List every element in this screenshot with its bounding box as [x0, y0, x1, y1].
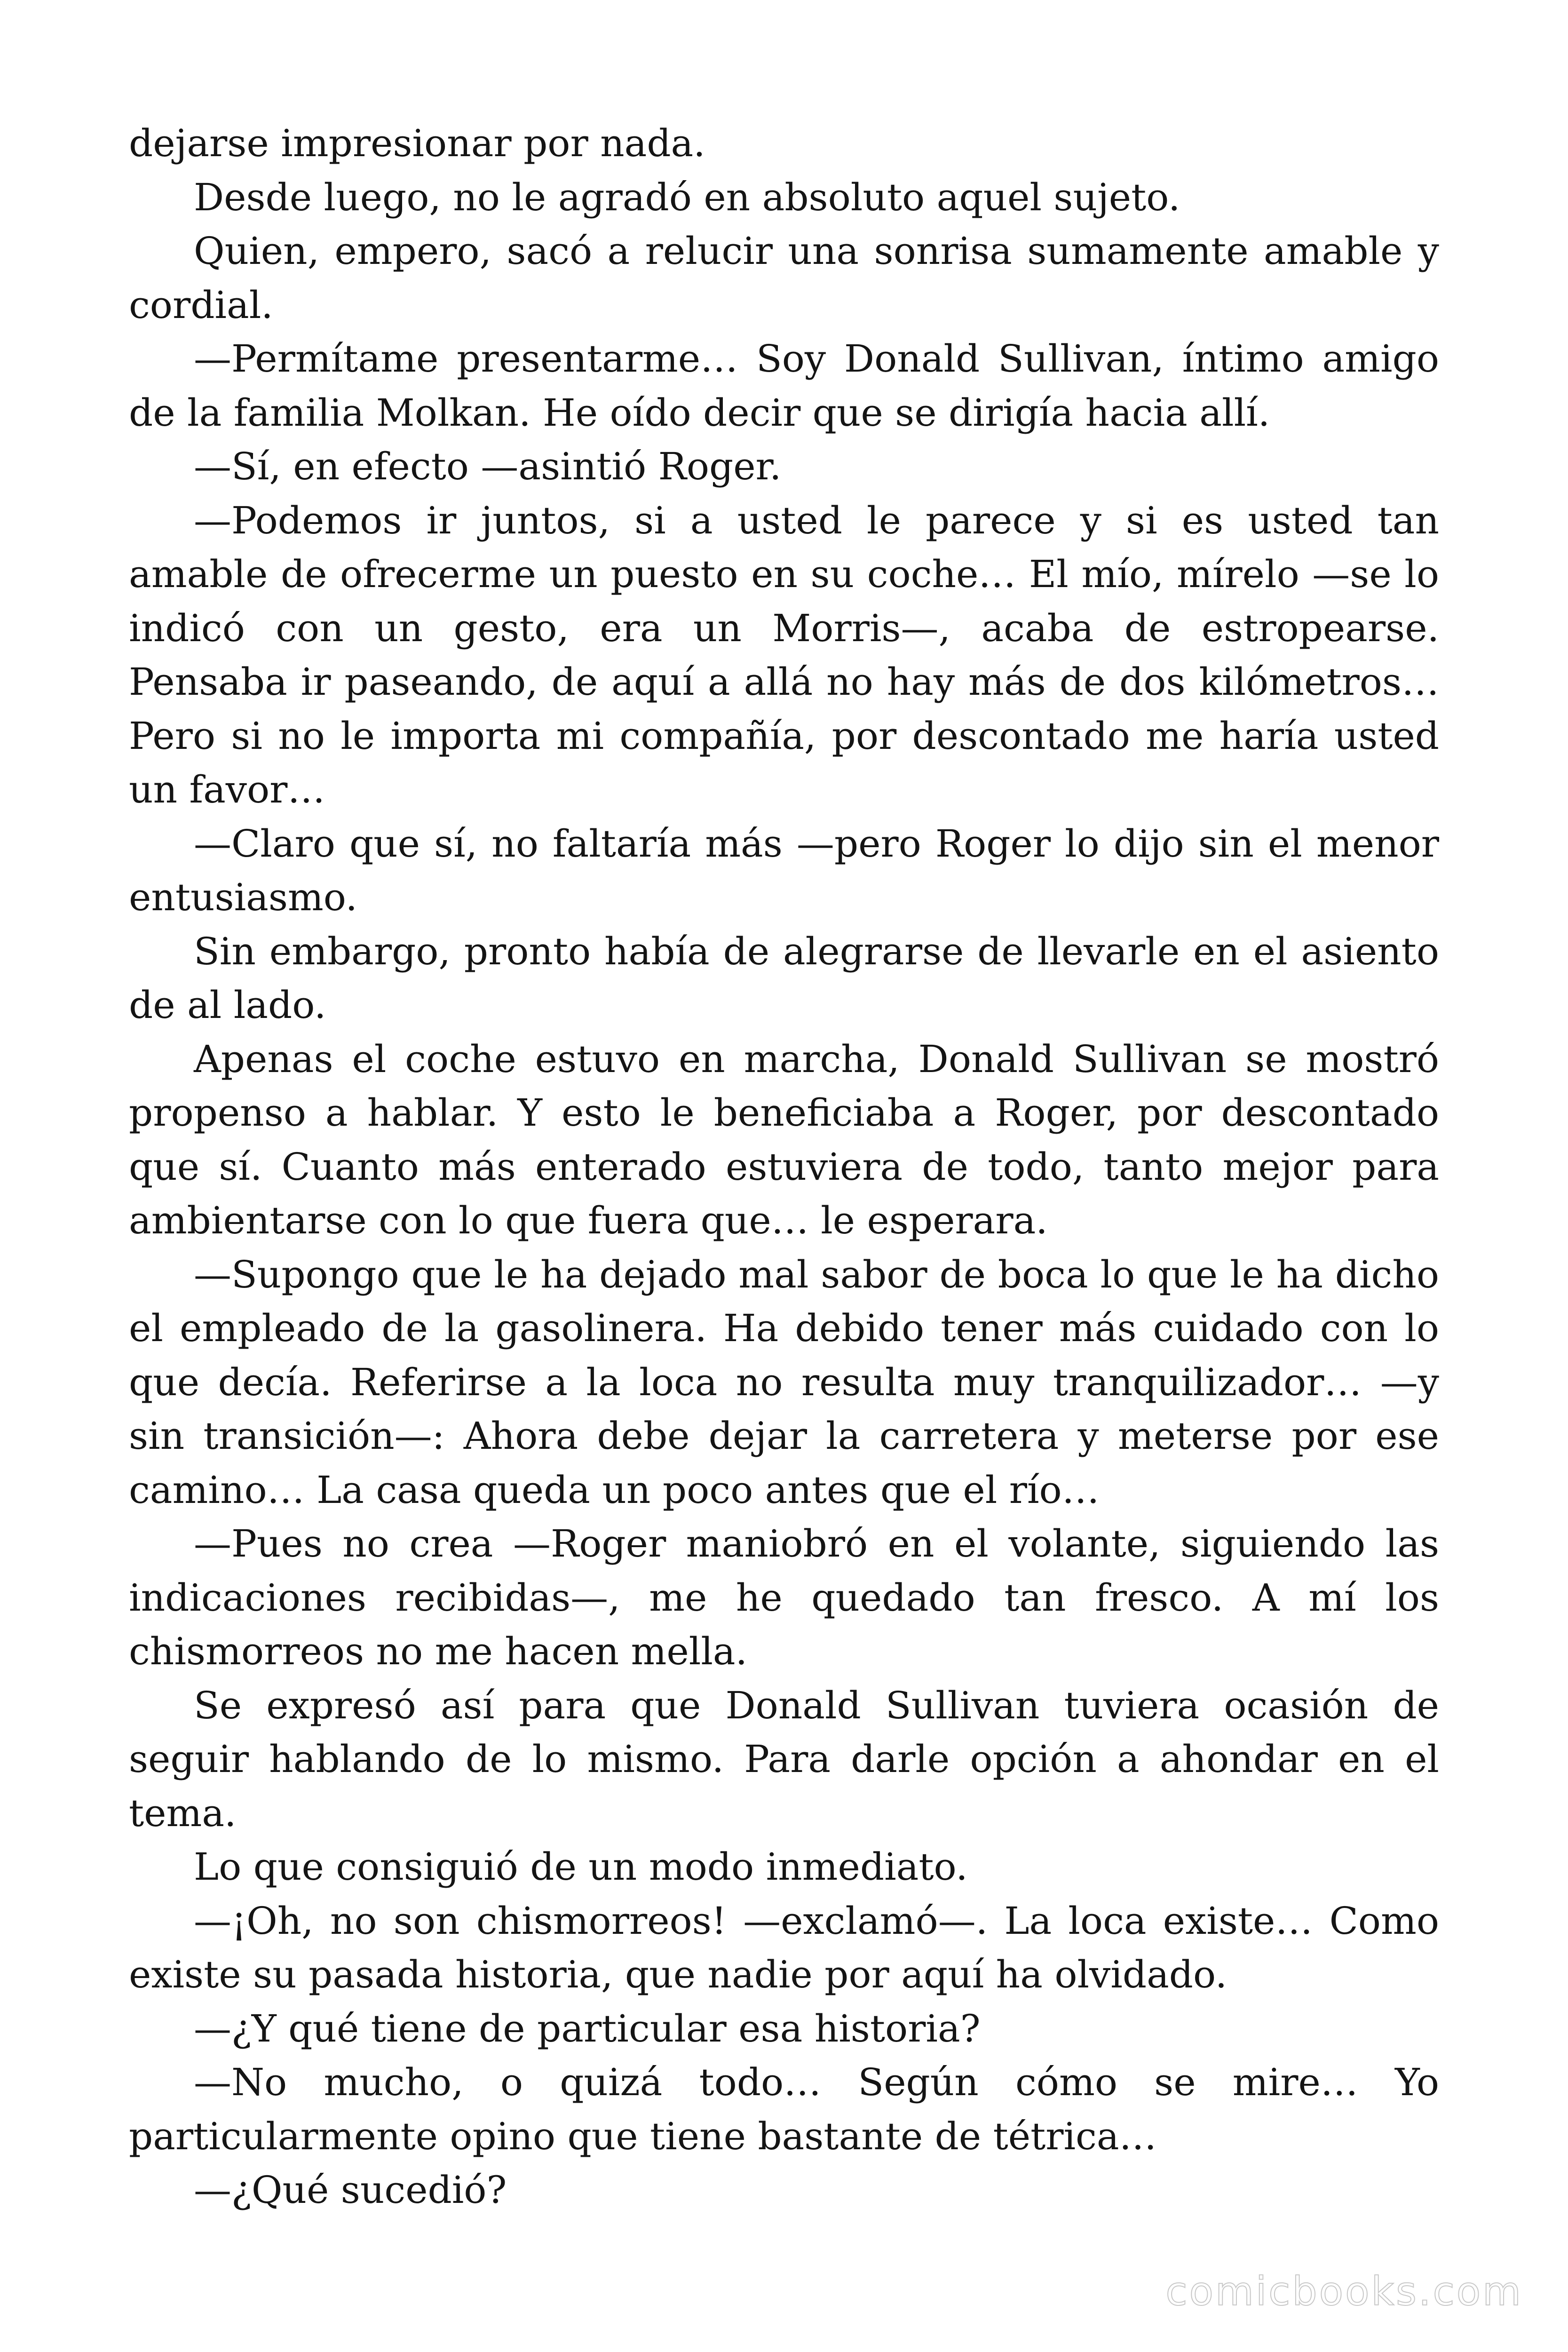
- paragraph: Se expresó así para que Donald Sullivan tuviera ocasión de seguir hablando de lo mismo. Para darle opción a ahondar en el tema.: [129, 1683, 1439, 1835]
- paragraph: Apenas el coche estuvo en marcha, Donald Sullivan se mostró propenso a hablar. Y esto le beneficiaba a Roger, por descontado que sí. Cuanto más enterado estuviera de todo, tanto mejor para ambientarse con lo que fuera que… le esperara.: [129, 1037, 1439, 1242]
- paragraph: Sin embargo, pronto había de alegrarse de llevarle en el asiento de al lado.: [129, 929, 1439, 1027]
- paragraph: —¡Oh, no son chismorreos! —exclamó—. La loca existe… Como existe su pasada historia, que nadie por aquí ha olvidado.: [129, 1899, 1439, 1996]
- paragraph: Lo que consiguió de un modo inmediato.: [194, 1845, 968, 1889]
- paragraph: —Podemos ir juntos, si a usted le parece y si es usted tan amable de ofrecerme un puesto en su coche… El mío, mírelo —se lo indicó con un gesto, era un Morris—, acaba de estropearse. Pensaba ir paseando, de aquí a allá no hay más de dos kilómetros… Pero si no le importa mi compañía, por descontado me haría usted un favor…: [129, 498, 1439, 811]
- paragraph: —¿Qué sucedió?: [194, 2168, 507, 2212]
- paragraph: Desde luego, no le agradó en absoluto aquel sujeto.: [194, 175, 1180, 219]
- body-text: [129, 117, 1439, 2217]
- paragraph: Quien, empero, sacó a relucir una sonrisa sumamente amable y cordial.: [129, 229, 1439, 327]
- paragraph: —Supongo que le ha dejado mal sabor de boca lo que le ha dicho el empleado de la gasolinera. Ha debido tener más cuidado con lo que decía. Referirse a la loca no resulta muy tranquilizador… —y sin transición—: Ahora debe dejar la carretera y meterse por ese camino… La casa queda un poco antes que el río…: [129, 1252, 1439, 1512]
- paragraph: —No mucho, o quizá todo… Según cómo se mire… Yo particularmente opino que tiene bastante de tétrica…: [129, 2060, 1439, 2158]
- paragraph: —Permítame presentarme… Soy Donald Sullivan, íntimo amigo de la familia Molkan. He oído decir que se dirigía hacia allí.: [129, 337, 1439, 435]
- watermark: comicbooks.com: [1165, 2268, 1523, 2314]
- paragraph: —Pues no crea —Roger maniobró en el volante, siguiendo las indicaciones recibidas—, me he quedado tan fresco. A mí los chismorreos no me hacen mella.: [129, 1522, 1439, 1673]
- paragraph: —Claro que sí, no faltaría más —pero Roger lo dijo sin el menor entusiasmo.: [129, 821, 1439, 919]
- paragraph-continuation: dejarse impresionar por nada.: [129, 121, 705, 165]
- paragraph: —¿Y qué tiene de particular esa historia?: [194, 2006, 981, 2050]
- paragraph: —Sí, en efecto —asintió Roger.: [194, 445, 782, 488]
